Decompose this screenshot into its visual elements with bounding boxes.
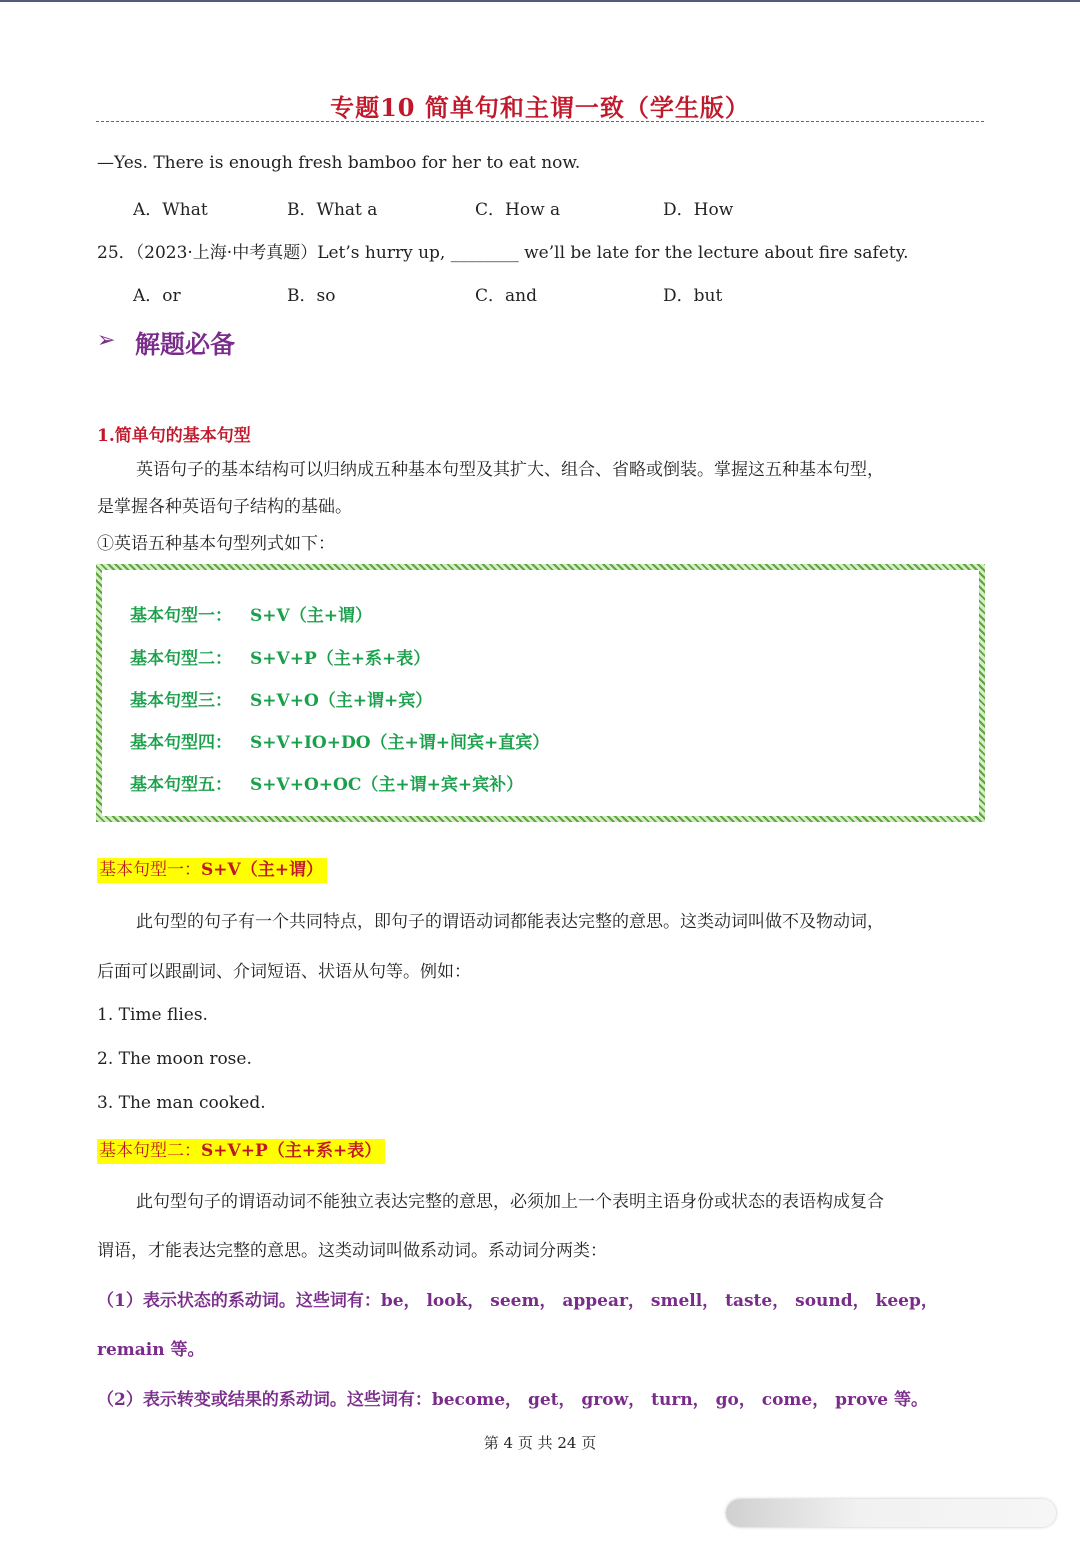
pattern1-highlight-label: 基本句型一： — [99, 860, 201, 880]
pattern-formula: S+V（主+谓） — [250, 606, 372, 626]
section-title: 解题必备 — [135, 330, 236, 359]
q25-question: 25．（2023·上海·中考真题）Let’s hurry up, ________ we’ll be late for the lecture about fire safety. — [97, 243, 909, 263]
linking-verbs-state-line1: （1）表示状态的系动词。这些词有：be， look， seem， appear， smell， taste， sound， keep， — [97, 1291, 938, 1311]
part1-heading: 1.简单句的基本句型 — [97, 426, 251, 446]
pattern1-example-1: 1. Time flies. — [97, 1005, 208, 1025]
pattern-row-3 — [130, 686, 432, 711]
title-divider — [96, 121, 984, 122]
pattern2-desc-line1: 此句型句子的谓语动词不能独立表达完整的意思，必须加上一个表明主语身份或状态的表语构成复合 — [136, 1192, 884, 1212]
pattern-formula: S+V+P（主+系+表） — [250, 649, 431, 669]
pattern-label: 基本句型一： — [130, 606, 232, 626]
pattern1-example-3: 3. The man cooked. — [97, 1093, 266, 1113]
pattern2-desc-line2: 谓语，才能表达完整的意思。这类动词叫做系动词。系动词分两类： — [97, 1241, 607, 1261]
pattern1-highlight-text — [97, 858, 327, 883]
q25-option-d: D．but — [663, 286, 723, 306]
q24-option-a: A．What — [133, 200, 208, 220]
pattern2-highlight-text — [97, 1139, 385, 1164]
pattern1-desc-line2: 后面可以跟副词、介词短语、状语从句等。例如： — [97, 962, 471, 982]
pattern-label: 基本句型五： — [130, 775, 232, 795]
pattern-label: 基本句型二： — [130, 649, 232, 669]
q24-answer-line: —Yes. There is enough fresh bamboo for her to eat now. — [97, 153, 581, 173]
part1-intro-line1: 英语句子的基本结构可以归纳成五种基本句型及其扩大、组合、省略或倒装。掌握这五种基本句型， — [136, 460, 884, 480]
pattern-formula: S+V+O+OC（主+谓+宾+宾补） — [250, 775, 524, 795]
pattern1-desc-line1: 此句型的句子有一个共同特点，即句子的谓语动词都能表达完整的意思。这类动词叫做不及物动词， — [136, 912, 884, 932]
pattern2-highlight — [97, 1136, 385, 1161]
horizontal-scrollbar[interactable] — [726, 1499, 1056, 1527]
patterns-box — [96, 564, 985, 822]
page-title: 专题10 简单句和主谓一致（学生版） — [330, 93, 750, 122]
pattern-row-4 — [130, 728, 549, 753]
pattern2-highlight-label: 基本句型二： — [99, 1141, 201, 1161]
pattern-label: 基本句型四： — [130, 733, 232, 753]
pattern-label: 基本句型三： — [130, 691, 232, 711]
part1-list-intro: ①英语五种基本句型列式如下： — [97, 534, 335, 554]
q25-option-c: C．and — [475, 286, 537, 306]
q24-option-c: C．How a — [475, 200, 561, 220]
q24-option-d: D．How — [663, 200, 734, 220]
patterns-box-inner — [102, 570, 979, 816]
pattern2-highlight-formula: S+V+P（主+系+表） — [201, 1141, 382, 1161]
pattern-formula: S+V+O（主+谓+宾） — [250, 691, 433, 711]
pattern1-highlight-formula: S+V（主+谓） — [201, 860, 323, 880]
pattern-formula: S+V+IO+DO（主+谓+间宾+直宾） — [250, 733, 550, 753]
pattern-row-2 — [130, 644, 430, 669]
pattern1-example-2: 2. The moon rose. — [97, 1049, 252, 1069]
q24-option-b: B．What a — [287, 200, 378, 220]
q25-option-b: B．so — [287, 286, 336, 306]
section-arrow-icon: ➢ — [97, 328, 116, 353]
linking-verbs-change-line: （2）表示转变或结果的系动词。这些词有：become， get， grow， turn， go， come， prove 等。 — [97, 1390, 928, 1410]
pattern-row-1 — [130, 601, 372, 626]
page-number: 第 4 页 共 24 页 — [483, 1434, 597, 1452]
linking-verbs-state-line2: remain 等。 — [97, 1340, 205, 1360]
q25-option-a: A．or — [133, 286, 181, 306]
pattern-row-5 — [130, 770, 523, 795]
part1-intro-line2: 是掌握各种英语句子结构的基础。 — [97, 497, 352, 517]
pattern1-highlight — [97, 855, 327, 880]
top-border-line — [0, 0, 1080, 2]
